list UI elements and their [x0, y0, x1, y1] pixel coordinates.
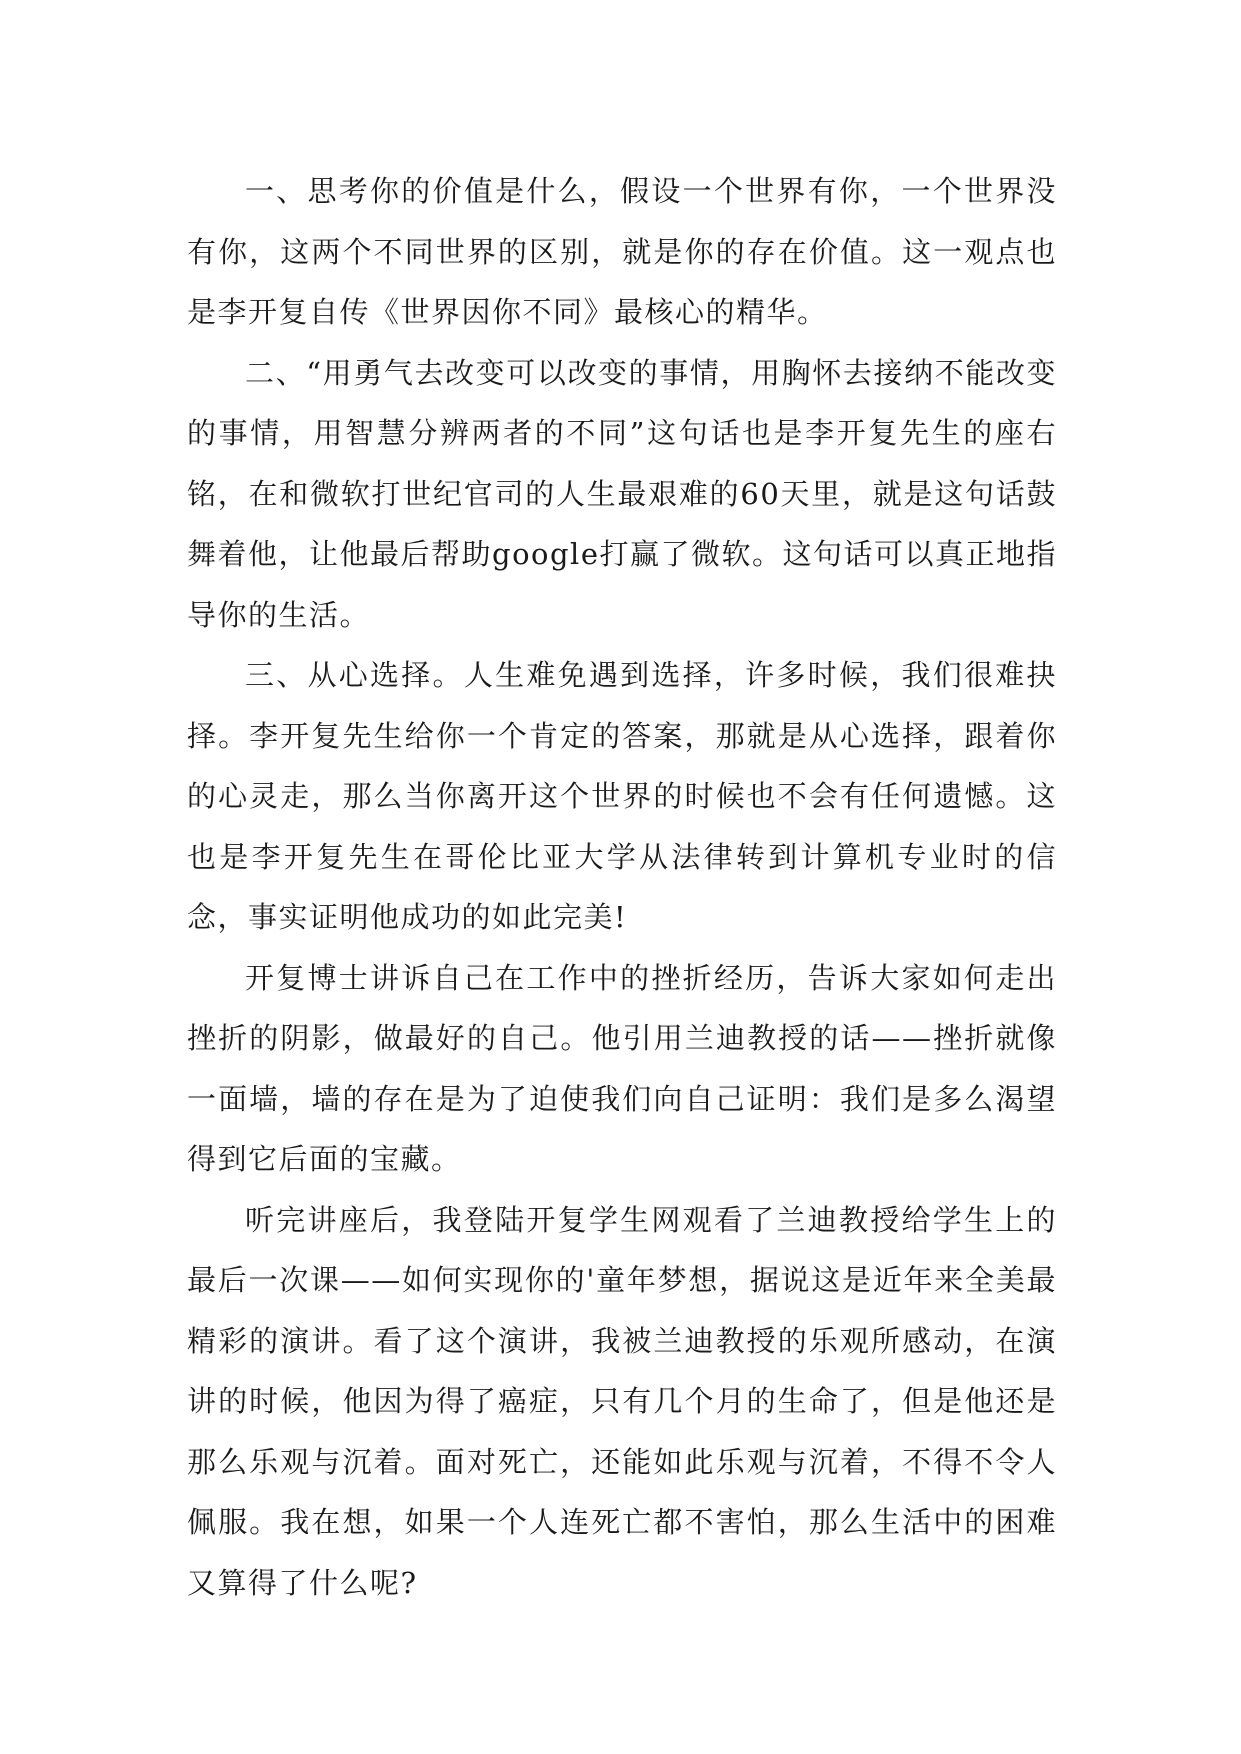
paragraph-choice: 三、从心选择。人生难免遇到选择，许多时候，我们很难抉择。李开复先生给你一个肯定的答案，那就是从心选择，跟着你的心灵走，那么当你离开这个世界的时候也不会有任何遗憾。这也是李开复先生在哥伦比亚大学从法律转到计算机专业时的信念，事实证明他成功的如此完美!	[187, 658, 1057, 934]
paragraph-quote: 二、“用勇气去改变可以改变的事情，用胸怀去接纳不能改变的事情，用智慧分辨两者的不同”这句话也是李开复先生的座右铭，在和微软打世纪官司的人生最艰难的60天里，就是这句话鼓舞着他，让他最后帮助google打赢了微软。这句话可以真正地指导你的生活。	[187, 355, 1057, 632]
paragraph-setback: 开复博士讲诉自己在工作中的挫折经历，告诉大家如何走出挫折的阴影，做最好的自己。他引用兰迪教授的话——挫折就像一面墙，墙的存在是为了迫使我们向自己证明：我们是多么渴望得到它后面的宝藏。	[187, 960, 1057, 1176]
paragraph-value: 一、思考你的价值是什么，假设一个世界有你，一个世界没有你，这两个不同世界的区别，就是你的存在价值。这一观点也是李开复自传《世界因你不同》最核心的精华。	[187, 174, 1057, 329]
document-body	[187, 161, 1057, 1613]
paragraph-last-lecture: 听完讲座后，我登陆开复学生网观看了兰迪教授给学生上的最后一次课——如何实现你的'童年梦想，据说这是近年来全美最精彩的演讲。看了这个演讲，我被兰迪教授的乐观所感动，在演讲的时候，他因为得了癌症，只有几个月的生命了，但是他还是那么乐观与沉着。面对死亡，还能如此乐观与沉着，不得不令人佩服。我在想，如果一个人连死亡都不害怕，那么生活中的困难又算得了什么呢?	[187, 1202, 1057, 1600]
